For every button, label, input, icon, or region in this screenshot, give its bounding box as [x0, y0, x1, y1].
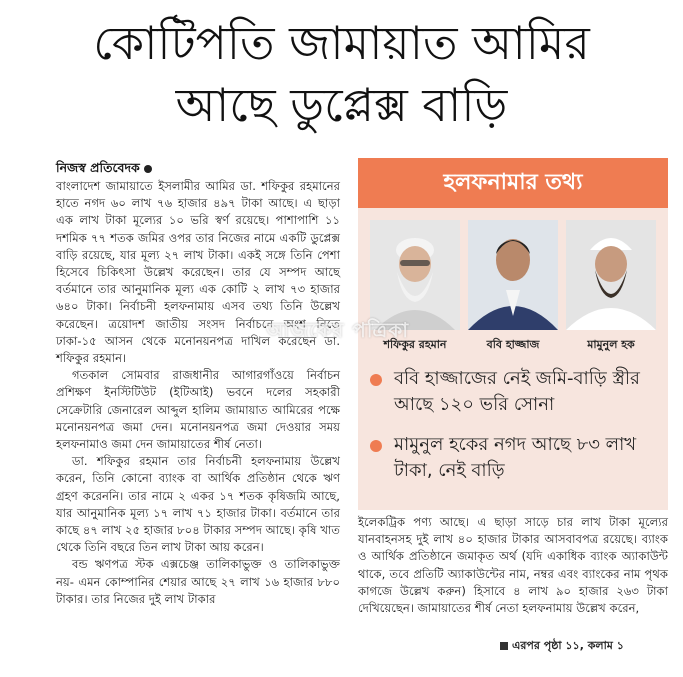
- headline-line-2: আছে ডুপ্লেক্স বাড়ি: [175, 78, 508, 132]
- byline-text: নিজস্ব প্রতিবেদক: [56, 160, 140, 175]
- watermark: আজকের পত্রিকা: [266, 318, 409, 342]
- highlight-text: মামুনুল হকের নগদ আছে ৮৩ লাখ টাকা, নেই বাড়ি: [394, 434, 637, 481]
- article-column-right: [358, 514, 668, 617]
- person-name: মামুনুল হক: [587, 338, 635, 351]
- highlight-list: [370, 366, 662, 498]
- article-paragraph: বাংলাদেশ জামায়াতে ইসলামীর আমির ডা. শফিকুর রহমানের হাতে নগদ ৬০ লাখ ৭৬ হাজার ৪৯৭ টাকা আছে। এ ছাড়া এক লাখ টাকা মূল্যের ১০ ভরি স্বর্ণ রয়েছে। পাশাপাশি ১১ দশমিক ৭৭ শতক জমির ওপর তার নিজের নামে একটি ডুপ্লেক্স বাড়ি রয়েছে, যার মূল্য ২৭ লাখ টাকা। একই সঙ্গে তিনি পেশা হিসেবে চিকিৎসা উল্লেখ করেছেন। তার যে সম্পদ আছে বর্তমানে তার আনুমানিক মূল্য এক কোটি ২ লাখ ৭৩ হাজার ৬৪০ টাকা। নির্বাচনী হলফনামায় এসব তথ্য তিনি উল্লেখ করেছেন। ত্রয়োদশ জাতীয় সংসদ নির্বাচনে অংশ নিতে ঢাকা-১৫ আসন থেকে মনোনয়নপত্র দাখিল করেছেন ডা. শফিকুর রহমান।: [56, 179, 340, 366]
- byline-bullet-icon: [144, 165, 152, 173]
- person-photo-icon: [468, 220, 558, 330]
- article-column-left: [56, 178, 340, 608]
- continuation-marker-icon: [500, 642, 508, 650]
- person-photo-icon: [370, 220, 460, 330]
- byline: [56, 160, 152, 180]
- article-paragraph: বন্ড ঋণপত্র স্টক এক্সচেঞ্জ তালিকাভুক্ত ও তালিকাভুক্ত নয়- এমন কোম্পানির শেয়ার আছে ২৭ লাখ ১৬ হাজার ৮৮০ টাকার। তার নিজের দুই লাখ টাকার: [56, 557, 340, 606]
- person-photo-icon: [566, 220, 656, 330]
- portrait-shafiqur-rahman: [370, 220, 460, 330]
- headline: [0, 0, 683, 136]
- bullet-icon: [370, 374, 382, 386]
- continuation-note: [500, 637, 624, 656]
- portrait-bobby-hajjaj: [468, 220, 558, 330]
- highlight-item: [370, 432, 662, 484]
- person-name: ববি হাজ্জাজ: [486, 338, 540, 351]
- portrait-mamunul-haque: [566, 220, 656, 330]
- article-paragraph: ইলেকট্রিক পণ্য আছে। এ ছাড়া সাড়ে চার লাখ টাকা মূল্যের যানবাহনসহ দুই লাখ ৪০ হাজার টাকার আসবাবপত্র রয়েছে। ব্যাংক ও আর্থিক প্রতিষ্ঠানে জমাকৃত অর্থ (যদি একাধিক ব্যাংক অ্যাকাউন্ট থাকে, তবে প্রতিটি অ্যাকাউন্টের নাম, নম্বর এবং ব্যাংকের নাম পৃথক কাগজে উল্লেখ করুন) হিসাবে ৪ লাখ ৯০ হাজার ২৬৩ টাকা দেখিয়েছেন। জামায়াতের শীর্ষ নেতা হলফনামায় উল্লেখ করেন,: [358, 515, 668, 616]
- continuation-text: এরপর পৃষ্ঠা ১১, কলাম ১: [512, 639, 624, 652]
- box-heading: হলফনামার তথ্য: [358, 158, 668, 208]
- headline-line-1: কোটিপতি জামায়াত আমির: [93, 16, 590, 70]
- article-paragraph: ডা. শফিকুর রহমান তার নির্বাচনী হলফনামায় উল্লেখ করেন, তিনি কোনো ব্যাংক বা আর্থিক প্রতিষ্ঠান থেকে ঋণ গ্রহণ করেননি। তার নামে ২ একর ১৭ শতক কৃষিজমি আছে, যার আনুমানিক মূল্য ১৭ লাখ ৭১ হাজার টাকা। বর্তমানে তার কাছে ৪৭ লাখ ২৫ হাজার ৮০৪ টাকার সম্পদ আছে। কৃষি খাত থেকে তিনি বছরে তিন লাখ টাকা আয় করেন।: [56, 454, 340, 555]
- person-name: শফিকুর রহমান: [383, 338, 447, 351]
- highlight-text: ববি হাজ্জাজের নেই জমি-বাড়ি স্ত্রীর আছে ১২০ ভরি সোনা: [394, 368, 640, 415]
- article-paragraph: গতকাল সোমবার রাজধানীর আগারগাঁওয়ে নির্বাচন প্রশিক্ষণ ইনস্টিটিউট (ইটিআই) ভবনে দলের সহকারী সেক্রেটারি জেনারেল আব্দুল হালিম জামায়াত আমিরের পক্ষে মনোনয়নপত্র জমা দেন। মনোনয়নপত্র জমা দেওয়ার সময় হলফনামাও জমা দেন জামায়াতের শীর্ষ নেতা।: [56, 368, 340, 452]
- bullet-icon: [370, 440, 382, 452]
- highlight-item: [370, 366, 662, 418]
